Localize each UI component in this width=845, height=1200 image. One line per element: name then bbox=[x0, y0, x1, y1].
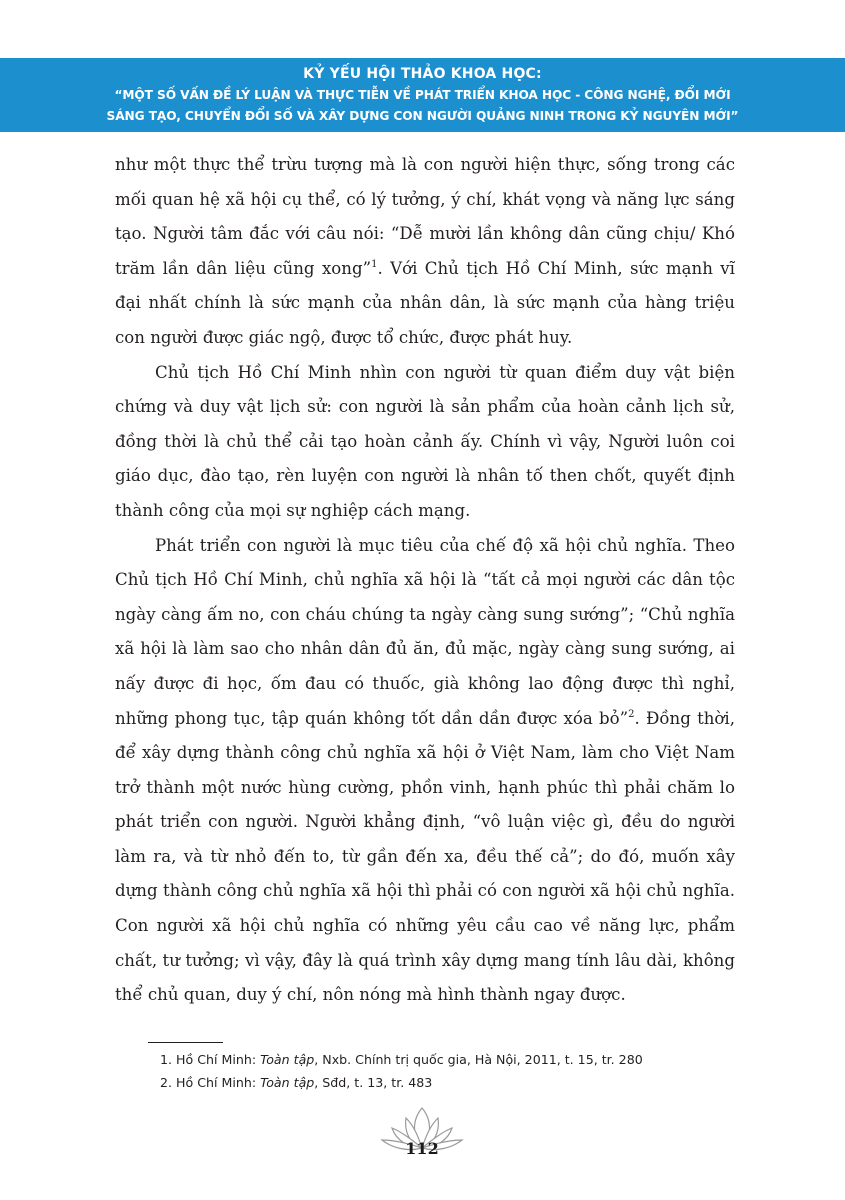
header-subtitle-line-1: “MỘT SỐ VẤN ĐỀ LÝ LUẬN VÀ THỰC TIỄN VỀ PHÁT TRIỂN KHOA HỌC - CÔNG NGHỆ, ĐỔI MỚI bbox=[114, 87, 731, 102]
footnotes bbox=[160, 1048, 740, 1094]
paragraph-3-text-b: . Đồng thời, để xây dựng thành công chủ nghĩa xã hội ở Việt Nam, làm cho Việt Nam trở thành một nước hùng cường, phồn vinh, hạnh phúc thì phải chăm lo phát triển con người. Người khẳng định, “vô luận việc gì, đều do người làm ra, và từ nhỏ đến to, từ gần đến xa, đều thế cả”; do đó, muốn xây dựng thành công chủ nghĩa xã hội thì phải có con người xã hội chủ nghĩa. Con người xã hội chủ nghĩa có những yêu cầu cao về năng lực, phẩm chất, tư tưởng; vì vậy, đây là quá trình xây dựng mang tính lâu dài, không thể chủ quan, duy ý chí, nôn nóng mà hình thành ngay được. bbox=[115, 708, 735, 1005]
footnote-2 bbox=[160, 1071, 740, 1094]
paragraph-1 bbox=[115, 148, 735, 356]
paragraph-3-text-a: Phát triển con người là mục tiêu của chế độ xã hội chủ nghĩa. Theo Chủ tịch Hồ Chí Minh, chủ nghĩa xã hội là “tất cả mọi người các dân tộc ngày càng ấm no, con cháu chúng ta ngày càng sung sướng”; “Chủ nghĩa xã hội là làm sao cho nhân dân đủ ăn, đủ mặc, ngày càng sung sướng, ai nấy được đi học, ốm đau có thuốc, già không lao động được thì nghỉ, những phong tục, tập quán không tốt dần dần được xóa bỏ” bbox=[115, 535, 735, 728]
footnote-author: Hồ Chí Minh: bbox=[176, 1052, 257, 1067]
footnote-number: 1. bbox=[160, 1052, 173, 1067]
footnote-ref-2: 2 bbox=[628, 708, 635, 720]
footnote-title: Toàn tập bbox=[260, 1075, 315, 1090]
paragraph-3 bbox=[115, 529, 735, 1013]
footnote-number: 2. bbox=[160, 1075, 173, 1090]
footnote-title: Toàn tập bbox=[260, 1052, 315, 1067]
article-body bbox=[115, 148, 735, 1013]
footnote-1 bbox=[160, 1048, 740, 1071]
footnote-author: Hồ Chí Minh: bbox=[176, 1075, 257, 1090]
header-title: KỶ YẾU HỘI THẢO KHOA HỌC: bbox=[303, 65, 542, 82]
page-number: 112 bbox=[405, 1138, 439, 1158]
paragraph-1-text-b: . Với Chủ tịch Hồ Chí Minh, sức mạnh vĩ đại nhất chính là sức mạnh của nhân dân, là sức mạnh của hàng triệu con người được giác ngộ, được tổ chức, được phát huy. bbox=[115, 258, 735, 347]
paragraph-2: Chủ tịch Hồ Chí Minh nhìn con người từ quan điểm duy vật biện chứng và duy vật lịch sử: con người là sản phẩm của hoàn cảnh lịch sử, đồng thời là chủ thể cải tạo hoàn cảnh ấy. Chính vì vậy, Người luôn coi giáo dục, đào tạo, rèn luyện con người là nhân tố then chốt, quyết định thành công của mọi sự nghiệp cách mạng. bbox=[115, 362, 735, 520]
footnote-details: , Sđd, t. 13, tr. 483 bbox=[314, 1075, 433, 1090]
header-subtitle-line-2: SÁNG TẠO, CHUYỂN ĐỔI SỐ VÀ XÂY DỰNG CON NGƯỜI QUẢNG NINH TRONG KỶ NGUYÊN MỚI” bbox=[106, 108, 739, 123]
page-number-ornament bbox=[372, 1102, 472, 1162]
conference-header-banner bbox=[0, 58, 845, 132]
footnote-ref-1: 1 bbox=[371, 258, 378, 270]
footnote-divider bbox=[148, 1042, 223, 1043]
footnote-details: , Nxb. Chính trị quốc gia, Hà Nội, 2011, t. 15, tr. 280 bbox=[314, 1052, 643, 1067]
paragraph-1-text-a: như một thực thể trừu tượng mà là con người hiện thực, sống trong các mối quan hệ xã hội cụ thể, có lý tưởng, ý chí, khát vọng và năng lực sáng tạo. Người tâm đắc với câu nói: “Dễ mười lần không dân cũng chịu/ Khó trăm lần dân liệu cũng xong” bbox=[115, 155, 735, 278]
